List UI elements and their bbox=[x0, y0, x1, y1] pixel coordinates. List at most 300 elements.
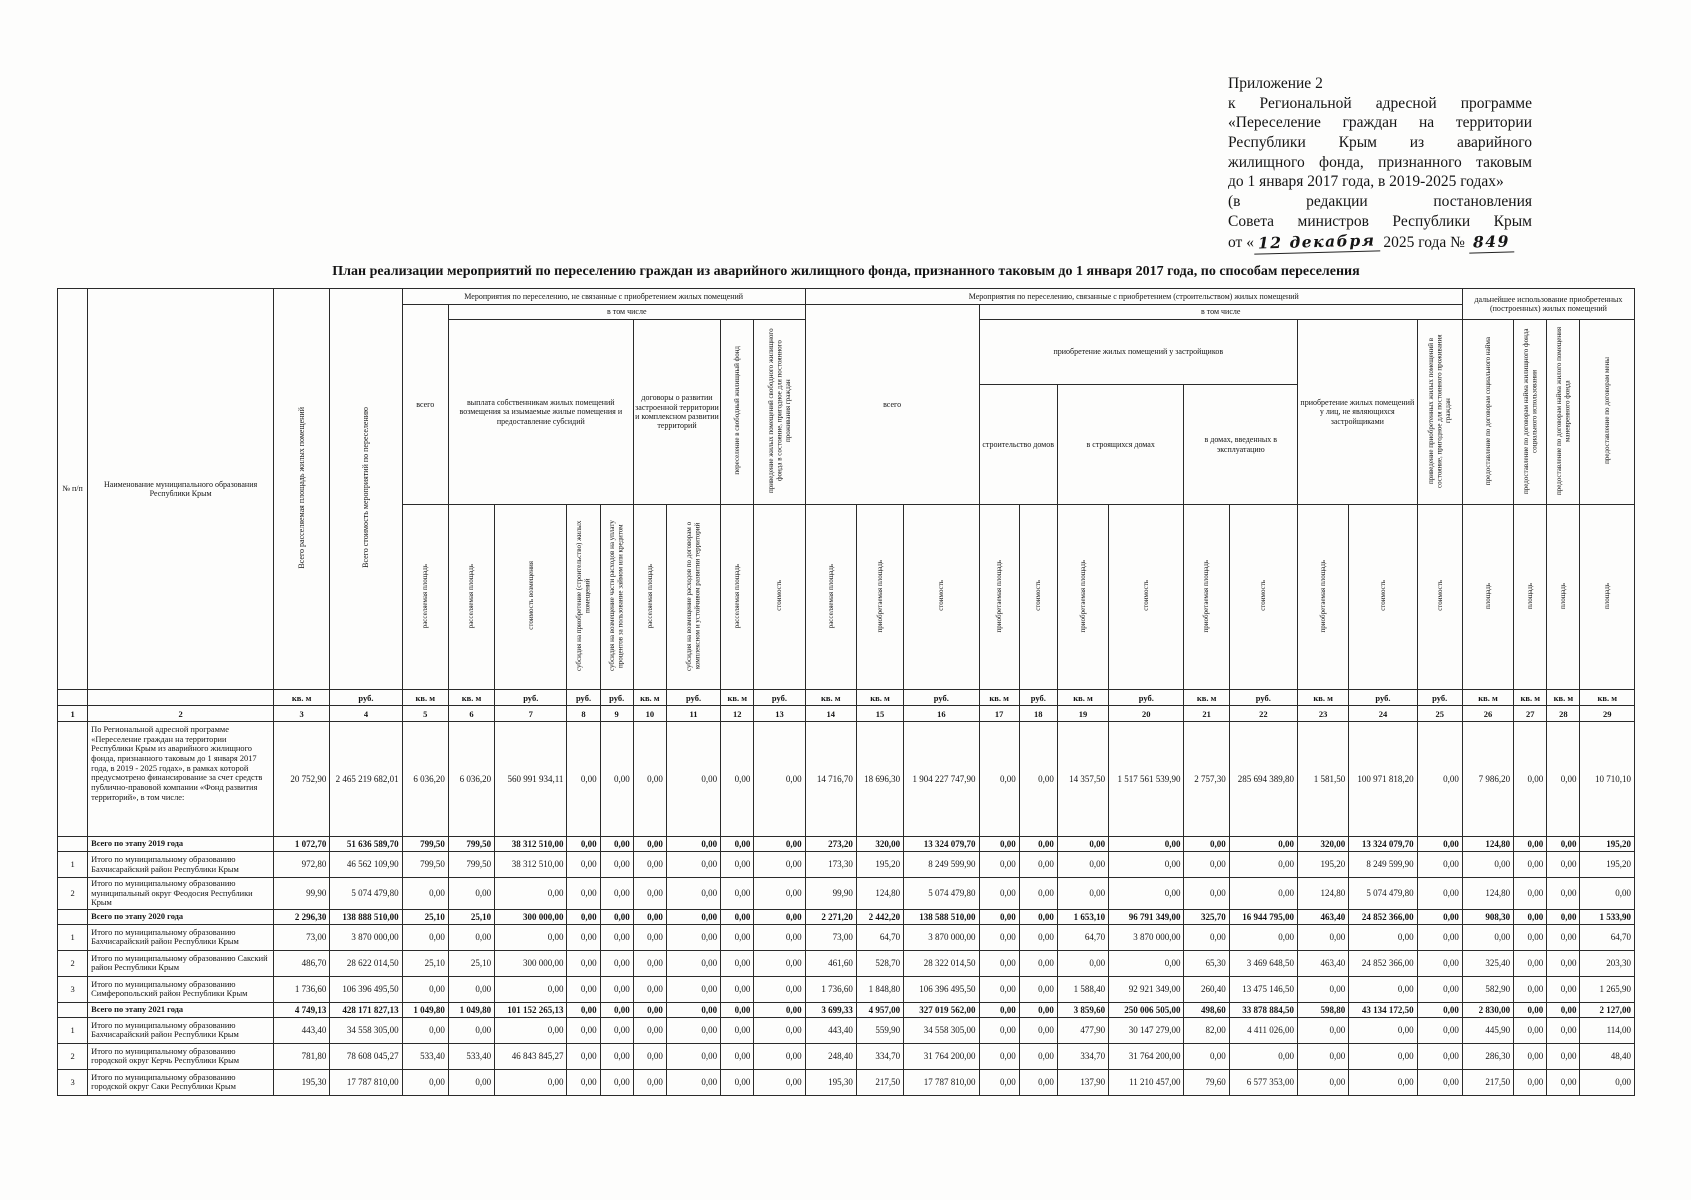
value-cell: 0,00 bbox=[1019, 924, 1057, 950]
value-cell: 0,00 bbox=[1417, 878, 1462, 910]
value-cell: 0,00 bbox=[979, 976, 1019, 1002]
value-cell: 0,00 bbox=[754, 837, 805, 852]
value-cell: 0,00 bbox=[567, 1069, 600, 1095]
column-number-cell: 17 bbox=[979, 706, 1019, 722]
unit-cell: руб. bbox=[1229, 690, 1297, 706]
value-cell: 0,00 bbox=[1109, 878, 1184, 910]
value-cell: 325,70 bbox=[1184, 909, 1229, 924]
leaf-label: площадь bbox=[1603, 582, 1612, 609]
value-cell: 1 581,50 bbox=[1298, 722, 1349, 837]
value-cell: 334,70 bbox=[1057, 1043, 1108, 1069]
header-acq-from-developers: приобретение жилых помещений у застройщиков bbox=[979, 320, 1298, 385]
value-cell: 0,00 bbox=[1462, 852, 1513, 878]
value-cell: 0,00 bbox=[633, 924, 666, 950]
col-header-num: № п/п bbox=[58, 289, 88, 690]
value-cell: 0,00 bbox=[754, 852, 805, 878]
value-cell: 0,00 bbox=[402, 878, 448, 910]
value-cell: 0,00 bbox=[1417, 924, 1462, 950]
value-cell: 0,00 bbox=[979, 852, 1019, 878]
value-cell: 0,00 bbox=[666, 1002, 720, 1017]
value-cell: 0,00 bbox=[495, 1069, 567, 1095]
value-cell: 0,00 bbox=[979, 909, 1019, 924]
table-row bbox=[58, 878, 1635, 910]
row-name-cell: Итого по муниципальному образованию Бахчисарайский район Республики Крым bbox=[88, 924, 274, 950]
unit-cell: руб. bbox=[1417, 690, 1462, 706]
value-cell: 30 147 279,00 bbox=[1109, 1017, 1184, 1043]
value-cell: 4 749,13 bbox=[274, 1002, 330, 1017]
col-header-total-cost-label: Всего стоимость мероприятий по переселению bbox=[361, 407, 371, 569]
value-cell: 0,00 bbox=[1417, 1017, 1462, 1043]
value-cell: 17 787 810,00 bbox=[904, 1069, 979, 1095]
annexe-line: до 1 января 2017 года, в 2019-2025 годах» bbox=[1228, 173, 1504, 191]
value-cell: 1 049,80 bbox=[448, 1002, 494, 1017]
value-cell: 0,00 bbox=[754, 909, 805, 924]
leaf-label: стоимость bbox=[1034, 580, 1043, 612]
value-cell: 137,90 bbox=[1057, 1069, 1108, 1095]
page-title: План реализации мероприятий по переселению граждан из аварийного жилищного фонда, признанного таковым до 1 января 2017 года, по способам переселения bbox=[332, 264, 1360, 279]
value-cell: 0,00 bbox=[979, 722, 1019, 837]
value-cell: 598,80 bbox=[1298, 1002, 1349, 1017]
value-cell: 486,70 bbox=[274, 950, 330, 976]
value-cell: 8 249 599,90 bbox=[1349, 852, 1417, 878]
value-cell: 101 152 265,13 bbox=[495, 1002, 567, 1017]
value-cell: 0,00 bbox=[1514, 950, 1547, 976]
leaf-label: площадь bbox=[1526, 582, 1535, 609]
value-cell: 0,00 bbox=[1547, 1002, 1580, 1017]
value-cell: 250 006 505,00 bbox=[1109, 1002, 1184, 1017]
leaf-label: стоимость bbox=[1435, 580, 1444, 612]
value-cell: 0,00 bbox=[1184, 852, 1229, 878]
value-cell: 0,00 bbox=[402, 924, 448, 950]
value-cell: 0,00 bbox=[633, 1069, 666, 1095]
value-cell: 6 036,20 bbox=[402, 722, 448, 837]
row-number-cell: 1 bbox=[58, 1017, 88, 1043]
value-cell: 0,00 bbox=[754, 1043, 805, 1069]
header-houses-in-progress: в строящихся домах bbox=[1057, 385, 1184, 505]
value-cell: 1 588,40 bbox=[1057, 976, 1108, 1002]
value-cell: 138 588 510,00 bbox=[904, 909, 979, 924]
unit-cell: руб. bbox=[1349, 690, 1417, 706]
value-cell: 0,00 bbox=[600, 837, 633, 852]
value-cell: 0,00 bbox=[666, 722, 720, 837]
value-cell: 65,30 bbox=[1184, 950, 1229, 976]
value-cell: 0,00 bbox=[633, 976, 666, 1002]
value-cell: 0,00 bbox=[1184, 878, 1229, 910]
header-house-construction: строительство домов bbox=[979, 385, 1057, 505]
value-cell: 0,00 bbox=[495, 924, 567, 950]
row-number-cell: 2 bbox=[58, 878, 88, 910]
header-social-use-lease-label: предоставление по договорам найма жилищного фонда социального использования bbox=[1521, 328, 1539, 494]
value-cell: 64,70 bbox=[1057, 924, 1108, 950]
plan-table bbox=[57, 288, 1635, 1096]
header-exchange bbox=[1580, 320, 1635, 505]
value-cell: 0,00 bbox=[600, 1002, 633, 1017]
leaf-subsidy-loan-interest bbox=[600, 505, 633, 690]
value-cell: 4 957,00 bbox=[856, 1002, 903, 1017]
leaf-cost bbox=[1349, 505, 1417, 690]
value-cell: 0,00 bbox=[754, 976, 805, 1002]
unit-cell: руб. bbox=[600, 690, 633, 706]
unit-cell: кв. м bbox=[1184, 690, 1229, 706]
value-cell: 0,00 bbox=[600, 1069, 633, 1095]
table-row bbox=[58, 1002, 1635, 1017]
header-including: в том числе bbox=[448, 305, 805, 320]
value-cell: 0,00 bbox=[1057, 878, 1108, 910]
column-number-cell: 24 bbox=[1349, 706, 1417, 722]
annexe-line: «Переселение граждан на территории bbox=[1228, 114, 1532, 132]
table-row bbox=[58, 924, 1635, 950]
value-cell: 0,00 bbox=[721, 878, 754, 910]
value-cell: 0,00 bbox=[1019, 837, 1057, 852]
column-numbers-row bbox=[58, 706, 1635, 722]
unit-cell: руб. bbox=[666, 690, 720, 706]
value-cell: 73,00 bbox=[274, 924, 330, 950]
value-cell: 1 736,60 bbox=[274, 976, 330, 1002]
value-cell: 3 469 648,50 bbox=[1229, 950, 1297, 976]
value-cell: 13 475 146,50 bbox=[1229, 976, 1297, 1002]
value-cell: 0,00 bbox=[633, 1043, 666, 1069]
header-acquired-fix bbox=[1417, 320, 1462, 505]
value-cell: 0,00 bbox=[721, 976, 754, 1002]
value-cell: 498,60 bbox=[1184, 1002, 1229, 1017]
value-cell: 0,00 bbox=[1417, 852, 1462, 878]
value-cell: 248,40 bbox=[805, 1043, 856, 1069]
value-cell: 0,00 bbox=[754, 878, 805, 910]
row-number-cell: 3 bbox=[58, 976, 88, 1002]
value-cell: 14 357,50 bbox=[1057, 722, 1108, 837]
leaf-cost bbox=[904, 505, 979, 690]
table-row bbox=[58, 976, 1635, 1002]
value-cell: 320,00 bbox=[1298, 837, 1349, 852]
value-cell: 46 562 109,90 bbox=[330, 852, 402, 878]
value-cell: 18 696,30 bbox=[856, 722, 903, 837]
value-cell: 260,40 bbox=[1184, 976, 1229, 1002]
value-cell: 0,00 bbox=[600, 950, 633, 976]
value-cell: 0,00 bbox=[600, 909, 633, 924]
value-cell: 0,00 bbox=[1019, 722, 1057, 837]
leaf-resettled-area bbox=[402, 505, 448, 690]
column-number-cell: 9 bbox=[600, 706, 633, 722]
value-cell: 195,20 bbox=[856, 852, 903, 878]
value-cell: 0,00 bbox=[666, 878, 720, 910]
handwritten-number: 849 bbox=[1469, 232, 1514, 254]
value-cell: 38 312 510,00 bbox=[495, 852, 567, 878]
value-cell: 0,00 bbox=[1462, 924, 1513, 950]
column-number-cell: 13 bbox=[754, 706, 805, 722]
leaf-label: расселяемая площадь bbox=[467, 563, 476, 628]
value-cell: 0,00 bbox=[721, 1043, 754, 1069]
header-dev-contracts: договоры о развитии застроенной территории и комплексном развитии территорий bbox=[633, 320, 720, 505]
value-cell: 0,00 bbox=[1514, 1002, 1547, 1017]
value-cell: 461,60 bbox=[805, 950, 856, 976]
annexe-date-prefix: от « bbox=[1228, 234, 1254, 252]
value-cell: 203,30 bbox=[1580, 950, 1635, 976]
value-cell: 0,00 bbox=[1547, 837, 1580, 852]
value-cell: 78 608 045,27 bbox=[330, 1043, 402, 1069]
row-name-cell: Итого по муниципальному образованию Бахчисарайский район Республики Крым bbox=[88, 852, 274, 878]
leaf-label: приобретаемая площадь bbox=[1202, 559, 1211, 633]
leaf-label: стоимость возмещения bbox=[526, 561, 535, 631]
value-cell: 1 265,90 bbox=[1580, 976, 1635, 1002]
value-cell: 0,00 bbox=[1019, 950, 1057, 976]
header-free-fund-fix bbox=[754, 320, 805, 505]
unit-cell: руб. bbox=[754, 690, 805, 706]
value-cell: 0,00 bbox=[1580, 1069, 1635, 1095]
value-cell: 0,00 bbox=[448, 1017, 494, 1043]
value-cell: 92 921 349,00 bbox=[1109, 976, 1184, 1002]
leaf-label: субсидия на возмещение расходов по договорам о комплексном и устойчивом развитии территорий bbox=[685, 521, 702, 671]
column-number-cell: 15 bbox=[856, 706, 903, 722]
value-cell: 0,00 bbox=[1019, 1069, 1057, 1095]
value-cell: 0,00 bbox=[495, 976, 567, 1002]
value-cell: 124,80 bbox=[1462, 878, 1513, 910]
value-cell: 0,00 bbox=[1229, 924, 1297, 950]
leaf-label: расселяемая площадь bbox=[645, 563, 654, 628]
row-number-cell: 2 bbox=[58, 1043, 88, 1069]
value-cell: 0,00 bbox=[1109, 852, 1184, 878]
leaf-resettled-area bbox=[633, 505, 666, 690]
value-cell: 195,20 bbox=[1298, 852, 1349, 878]
column-number-cell: 18 bbox=[1019, 706, 1057, 722]
value-cell: 64,70 bbox=[856, 924, 903, 950]
leaf-cost bbox=[1229, 505, 1297, 690]
row-name-cell: Итого по муниципальному образованию Бахчисарайский район Республики Крым bbox=[88, 1017, 274, 1043]
header-social-use-lease bbox=[1514, 320, 1547, 505]
value-cell: 443,40 bbox=[274, 1017, 330, 1043]
value-cell: 20 752,90 bbox=[274, 722, 330, 837]
annexe-line: Приложение 2 bbox=[1228, 75, 1323, 92]
table-body bbox=[58, 722, 1635, 1096]
leaf-resettled-area bbox=[448, 505, 494, 690]
value-cell: 195,20 bbox=[1580, 852, 1635, 878]
column-number-cell: 1 bbox=[58, 706, 88, 722]
value-cell: 0,00 bbox=[1109, 837, 1184, 852]
value-cell: 0,00 bbox=[600, 852, 633, 878]
value-cell: 0,00 bbox=[1514, 837, 1547, 852]
value-cell: 28 322 014,50 bbox=[904, 950, 979, 976]
value-cell: 0,00 bbox=[402, 1069, 448, 1095]
value-cell: 0,00 bbox=[567, 924, 600, 950]
column-number-cell: 4 bbox=[330, 706, 402, 722]
value-cell: 25,10 bbox=[402, 950, 448, 976]
leaf-area bbox=[1580, 505, 1635, 690]
row-name-cell: Итого по муниципальному образованию городской округ Керчь Республики Крым bbox=[88, 1043, 274, 1069]
value-cell: 14 716,70 bbox=[805, 722, 856, 837]
value-cell: 173,30 bbox=[805, 852, 856, 878]
value-cell: 106 396 495,50 bbox=[904, 976, 979, 1002]
row-number-cell bbox=[58, 909, 88, 924]
value-cell: 13 324 079,70 bbox=[904, 837, 979, 852]
value-cell: 25,10 bbox=[448, 909, 494, 924]
leaf-label: субсидия на возмещение части расходов на уплату процентов за пользование займом или кредитом bbox=[608, 520, 625, 672]
value-cell: 0,00 bbox=[754, 1017, 805, 1043]
value-cell: 533,40 bbox=[448, 1043, 494, 1069]
value-cell: 0,00 bbox=[1417, 722, 1462, 837]
annexe-line: жилищного фонда, признанного таковым bbox=[1228, 153, 1532, 171]
value-cell: 99,90 bbox=[805, 878, 856, 910]
col-header-total-cost bbox=[330, 289, 402, 690]
leaf-acquired-area bbox=[1298, 505, 1349, 690]
value-cell: 0,00 bbox=[1019, 976, 1057, 1002]
value-cell: 320,00 bbox=[856, 837, 903, 852]
value-cell: 3 870 000,00 bbox=[330, 924, 402, 950]
value-cell: 325,40 bbox=[1462, 950, 1513, 976]
value-cell: 46 843 845,27 bbox=[495, 1043, 567, 1069]
value-cell: 0,00 bbox=[666, 1069, 720, 1095]
value-cell: 0,00 bbox=[1229, 878, 1297, 910]
value-cell: 2 757,30 bbox=[1184, 722, 1229, 837]
value-cell: 0,00 bbox=[1298, 1017, 1349, 1043]
value-cell: 0,00 bbox=[1349, 1017, 1417, 1043]
row-number-cell: 1 bbox=[58, 924, 88, 950]
leaf-area bbox=[1547, 505, 1580, 690]
value-cell: 0,00 bbox=[1417, 1002, 1462, 1017]
row-name-cell: Итого по муниципальному образованию муниципальный округ Феодосия Республики Крым bbox=[88, 878, 274, 910]
value-cell: 48,40 bbox=[1580, 1043, 1635, 1069]
value-cell: 0,00 bbox=[1184, 1043, 1229, 1069]
value-cell: 0,00 bbox=[754, 950, 805, 976]
col-header-name: Наименование муниципального образования Республики Крым bbox=[88, 289, 274, 690]
value-cell: 0,00 bbox=[979, 1043, 1019, 1069]
unit-cell: кв. м bbox=[721, 690, 754, 706]
value-cell: 0,00 bbox=[1547, 1043, 1580, 1069]
unit-cell: кв. м bbox=[1580, 690, 1635, 706]
value-cell: 0,00 bbox=[1547, 852, 1580, 878]
value-cell: 0,00 bbox=[721, 1002, 754, 1017]
leaf-cost bbox=[1019, 505, 1057, 690]
unit-cell: кв. м bbox=[1298, 690, 1349, 706]
value-cell: 0,00 bbox=[1514, 878, 1547, 910]
value-cell: 24 852 366,00 bbox=[1349, 950, 1417, 976]
value-cell: 0,00 bbox=[1547, 878, 1580, 910]
value-cell: 0,00 bbox=[721, 722, 754, 837]
value-cell: 0,00 bbox=[567, 1017, 600, 1043]
value-cell: 79,60 bbox=[1184, 1069, 1229, 1095]
value-cell: 73,00 bbox=[805, 924, 856, 950]
value-cell: 0,00 bbox=[1514, 1069, 1547, 1095]
value-cell: 0,00 bbox=[1109, 950, 1184, 976]
column-number-cell: 7 bbox=[495, 706, 567, 722]
leaf-label: площадь bbox=[1559, 582, 1568, 609]
unit-cell: руб. bbox=[1109, 690, 1184, 706]
value-cell: 3 870 000,00 bbox=[1109, 924, 1184, 950]
unit-cell: кв. м bbox=[448, 690, 494, 706]
unit-cell: кв. м bbox=[633, 690, 666, 706]
value-cell: 799,50 bbox=[448, 852, 494, 878]
handwritten-date: 12 декабря bbox=[1254, 231, 1380, 255]
value-cell: 1 533,90 bbox=[1580, 909, 1635, 924]
row-name-cell: По Региональной адресной программе «Переселение граждан на территории Республики Крым из аварийного жилищного фонда, признанного таковым до 1 января 2017 года, в 2019 - 2025 годах», в рамках которой предусмотрено финансирование за счет средств публично-правовой компании «Фонд развития территорий», в том числе: bbox=[88, 722, 274, 837]
value-cell: 0,00 bbox=[600, 722, 633, 837]
value-cell: 0,00 bbox=[1547, 1017, 1580, 1043]
value-cell: 1 848,80 bbox=[856, 976, 903, 1002]
value-cell: 0,00 bbox=[567, 1043, 600, 1069]
value-cell: 124,80 bbox=[856, 878, 903, 910]
value-cell: 781,80 bbox=[274, 1043, 330, 1069]
value-cell: 2 442,20 bbox=[856, 909, 903, 924]
value-cell: 0,00 bbox=[754, 1002, 805, 1017]
col-header-total-area-label: Всего расселяемая площадь жилых помещений bbox=[296, 407, 306, 569]
value-cell: 972,80 bbox=[274, 852, 330, 878]
value-cell: 0,00 bbox=[1417, 1069, 1462, 1095]
value-cell: 0,00 bbox=[1349, 976, 1417, 1002]
annexe-line: Республики Крым из аварийного bbox=[1228, 134, 1532, 152]
value-cell: 51 636 589,70 bbox=[330, 837, 402, 852]
header-acquired-fix-label: приведение приобретенных жилых помещений в состояние, пригодное для постоянного проживания граждан bbox=[1427, 334, 1452, 488]
unit-cell: кв. м bbox=[402, 690, 448, 706]
value-cell: 124,80 bbox=[1298, 878, 1349, 910]
leaf-acquired-area bbox=[1184, 505, 1229, 690]
leaf-label: площадь bbox=[1483, 582, 1492, 609]
unit-cell: кв. м bbox=[1547, 690, 1580, 706]
value-cell: 327 019 562,00 bbox=[904, 1002, 979, 1017]
header-houses-commissioned: в домах, введенных в эксплуатацию bbox=[1184, 385, 1298, 505]
value-cell: 0,00 bbox=[448, 1069, 494, 1095]
value-cell: 0,00 bbox=[633, 852, 666, 878]
value-cell: 0,00 bbox=[633, 1002, 666, 1017]
value-cell: 0,00 bbox=[1057, 837, 1108, 852]
header-including: в том числе bbox=[979, 305, 1462, 320]
leaf-resettled-area bbox=[721, 505, 754, 690]
value-cell: 0,00 bbox=[567, 722, 600, 837]
row-number-cell bbox=[58, 1002, 88, 1017]
value-cell: 0,00 bbox=[1019, 878, 1057, 910]
value-cell: 0,00 bbox=[1547, 924, 1580, 950]
leaf-label: стоимость bbox=[1142, 580, 1151, 612]
leaf-acquired-area bbox=[856, 505, 903, 690]
value-cell: 0,00 bbox=[633, 878, 666, 910]
header-total-no-acq: всего bbox=[402, 305, 448, 505]
leaf-subsidy-dev-contracts bbox=[666, 505, 720, 690]
value-cell: 0,00 bbox=[979, 950, 1019, 976]
value-cell: 0,00 bbox=[1019, 1002, 1057, 1017]
value-cell: 0,00 bbox=[721, 837, 754, 852]
value-cell: 0,00 bbox=[979, 1002, 1019, 1017]
header-free-fund bbox=[721, 320, 754, 505]
annexe-date-middle: 2025 года № bbox=[1379, 234, 1469, 252]
unit-cell: кв. м bbox=[1514, 690, 1547, 706]
value-cell: 1 736,60 bbox=[805, 976, 856, 1002]
value-cell: 443,40 bbox=[805, 1017, 856, 1043]
annexe-line bbox=[1228, 232, 1532, 253]
column-number-cell: 10 bbox=[633, 706, 666, 722]
value-cell: 0,00 bbox=[1547, 950, 1580, 976]
value-cell: 334,70 bbox=[856, 1043, 903, 1069]
leaf-label: стоимость bbox=[1378, 580, 1387, 612]
value-cell: 0,00 bbox=[754, 722, 805, 837]
value-cell: 0,00 bbox=[567, 878, 600, 910]
value-cell: 0,00 bbox=[666, 924, 720, 950]
column-number-cell: 14 bbox=[805, 706, 856, 722]
value-cell: 0,00 bbox=[633, 837, 666, 852]
value-cell: 3 699,33 bbox=[805, 1002, 856, 1017]
value-cell: 463,40 bbox=[1298, 950, 1349, 976]
value-cell: 0,00 bbox=[721, 1069, 754, 1095]
leaf-label: приобретаемая площадь bbox=[875, 559, 884, 633]
value-cell: 0,00 bbox=[1349, 1069, 1417, 1095]
units-row bbox=[58, 690, 1635, 706]
value-cell: 82,00 bbox=[1184, 1017, 1229, 1043]
value-cell: 0,00 bbox=[979, 878, 1019, 910]
value-cell: 0,00 bbox=[600, 1043, 633, 1069]
value-cell: 0,00 bbox=[567, 837, 600, 852]
column-number-cell: 2 bbox=[88, 706, 274, 722]
annexe-line: к Региональной адресной программе bbox=[1228, 94, 1532, 112]
value-cell: 0,00 bbox=[754, 924, 805, 950]
row-name-cell: Итого по муниципальному образованию городской округ Саки Республики Крым bbox=[88, 1069, 274, 1095]
value-cell: 217,50 bbox=[856, 1069, 903, 1095]
value-cell: 1 653,10 bbox=[1057, 909, 1108, 924]
